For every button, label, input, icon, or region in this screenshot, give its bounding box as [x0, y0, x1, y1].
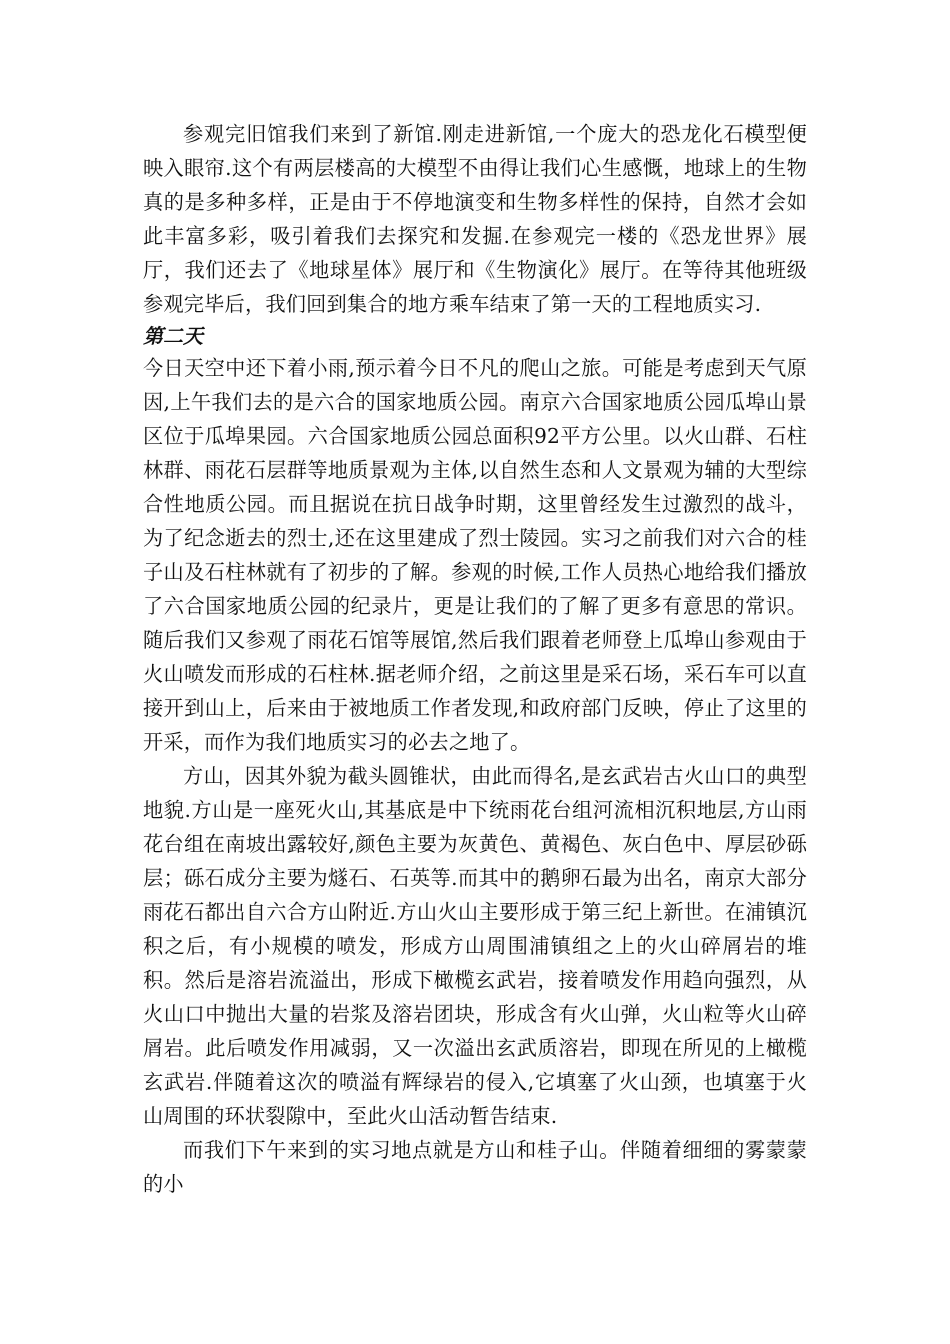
section-heading-day-two: 第二天: [143, 324, 203, 348]
paragraph-fangshan-volcano: 方山，因其外貌为截头圆锥状，由此而得名,是玄武岩古火山口的典型地貌.方山是一座死火山,其基底是中下统雨花台组河流相沉积地层,方山雨花台组在南坡出露较好,颜色主要为灰黄色、黄褐色、灰白色中、厚层砂砾层；砾石成分主要为燧石、石英等.而其中的鹅卵石最为出名，南京大部分雨花石都出自六合方山附近.方山火山主要形成于第三纪上新世。在浦镇沉积之后，有小规模的喷发，形成方山周围浦镇组之上的火山碎屑岩的堆积。然后是溶岩流溢出，形成下橄榄玄武岩，接着喷发作用趋向强烈，从火山口中抛出大量的岩浆及溶岩团块，形成含有火山弹，火山粒等火山碎屑岩。此后喷发作用减弱，又一次溢出玄武质溶岩，即现在所见的上橄榄玄武岩.伴随着这次的喷溢有辉绿岩的侵入,它填塞了火山颈，也填塞于火山周围的环状裂隙中，至此火山活动暂告结束.: [143, 764, 807, 1128]
paragraph-liuhe-geopark: 今日天空中还下着小雨,预示着今日不凡的爬山之旅。可能是考虑到天气原因,上午我们去的是六合的国家地质公园。南京六合国家地质公园瓜埠山景区位于瓜埠果园。六合国家地质公园总面积92平方公里。以火山群、石柱林群、雨花石层群等地质景观为主体,以自然生态和人文景观为辅的大型综合性地质公园。而且据说在抗日战争时期，这里曾经发生过激烈的战斗，为了纪念逝去的烈士,还在这里建成了烈士陵园。实习之前我们对六合的桂子山及石柱林就有了初步的了解。参观的时候,工作人员热心地给我们播放了六合国家地质公园的纪录片，更是让我们的了解了更多有意思的常识。随后我们又参观了雨花石馆等展馆,然后我们跟着老师登上瓜埠山参观由于火山喷发而形成的石柱林.据老师介绍，之前这里是采石场，采石车可以直接开到山上，后来由于被地质工作者发现,和政府部门反映，停止了这里的开采，而作为我们地质实习的必去之地了。: [143, 356, 807, 754]
document-body: [143, 117, 807, 1201]
paragraph-afternoon-trip: 而我们下午来到的实习地点就是方山和桂子山。伴随着细细的雾蒙蒙的小: [143, 1138, 807, 1196]
paragraph-museum-visit: 参观完旧馆我们来到了新馆.刚走进新馆,一个庞大的恐龙化石模型便映入眼帘.这个有两层楼高的大模型不由得让我们心生感慨，地球上的生物真的是多种多样，正是由于不停地演变和生物多样性的保持，自然才会如此丰富多彩，吸引着我们去探究和发掘.在参观完一楼的《恐龙世界》展厅，我们还去了《地球星体》展厅和《生物演化》展厅。在等待其他班级参观完毕后，我们回到集合的地方乘车结束了第一天的工程地质实习.: [143, 122, 807, 316]
